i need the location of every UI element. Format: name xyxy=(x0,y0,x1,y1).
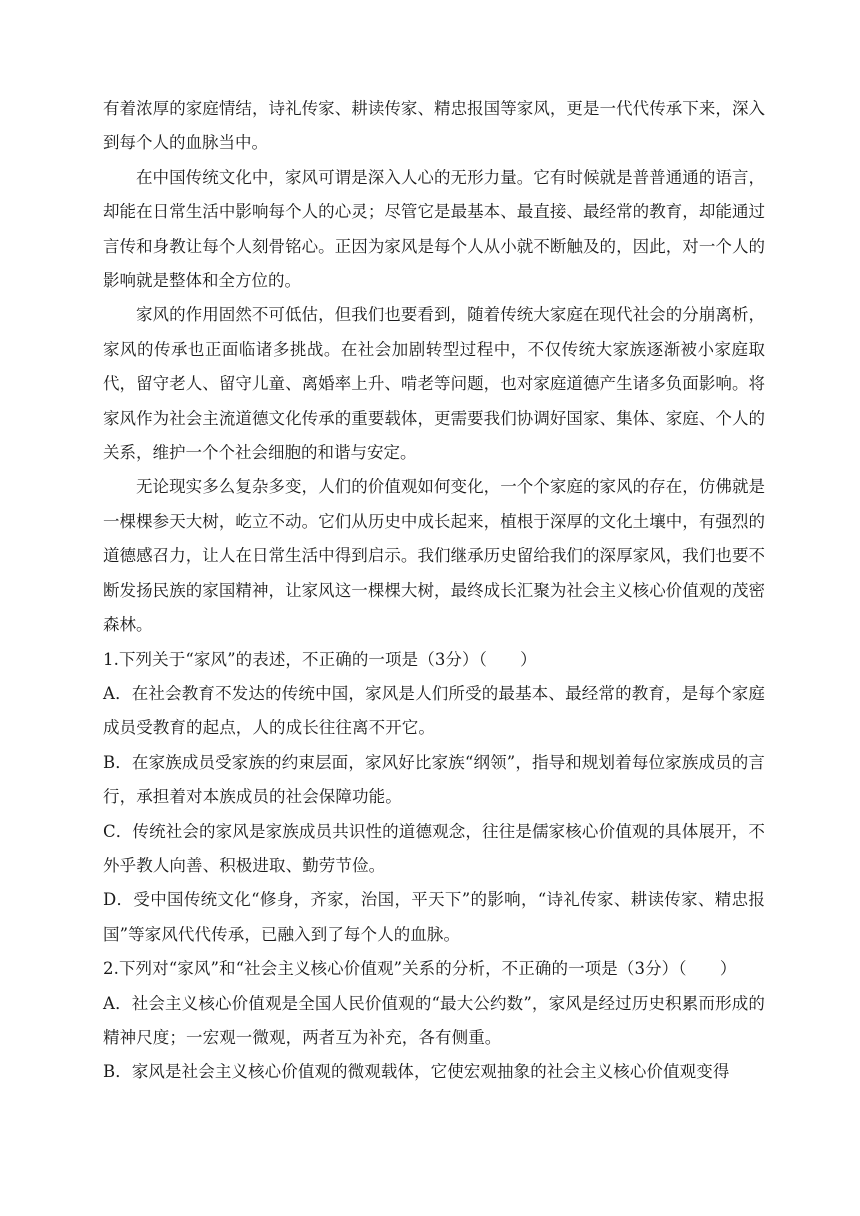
question-1-option-b: B．在家族成员受家族的约束层面，家风好比家族“纲领”，指导和规划着每位家族成员的言行，承担着对本族成员的社会保障功能。 xyxy=(103,752,765,807)
passage-paragraph-4: 无论现实多么复杂多变，人们的价值观如何变化，一个个家庭的家风的存在，仿佛就是一棵棵参天大树，屹立不动。它们从历史中成长起来，植根于深厚的文化土壤中，有强烈的道德感召力，让人在日常生活中得到启示。我们继承历史留给我们的深厚家风，我们也要不断发扬民族的家国精神，让家风这一棵棵大树，最终成长汇聚为社会主义核心价值观的茂密森林。 xyxy=(103,477,765,635)
question-2-option-a: A．社会主义核心价值观是全国人民价值观的“最大公约数”，家风是经过历史积累而形成的精神尺度；一宏观一微观，两者互为补充，各有侧重。 xyxy=(103,993,765,1047)
question-1-option-d: D．受中国传统文化“修身，齐家，治国，平天下”的影响，“诗礼传家、耕读传家、精忠报国”等家风代代传承，已融入到了每个人的血脉。 xyxy=(103,890,765,944)
passage-paragraph-3: 家风的作用固然不可低估，但我们也要看到，随着传统大家庭在现代社会的分崩离析，家风的传承也正面临诸多挑战。在社会加剧转型过程中，不仅传统大家族逐渐被小家庭取代，留守老人、留守儿童、离婚率上升、啃老等问题，也对家庭道德产生诸多负面影响。将家风作为社会主流道德文化传承的重要载体，更需要我们协调好国家、集体、家庭、个人的关系，维护一个个社会细胞的和谐与安定。 xyxy=(103,305,765,463)
question-2-option-b: B．家风是社会主义核心价值观的微观载体，它使宏观抽象的社会主义核心价值观变得 xyxy=(103,1062,730,1082)
question-1-option-c: C．传统社会的家风是家族成员共识性的道德观念，往往是儒家核心价值观的具体展开，不外乎教人向善、积极进取、勤劳节俭。 xyxy=(103,821,765,875)
question-2-stem: 2.下列对“家风”和“社会主义核心价值观”关系的分析，不正确的一项是（3分）（ ） xyxy=(103,959,737,979)
question-1-stem: 1.下列关于“家风”的表述，不正确的一项是（3分）（ ） xyxy=(103,649,537,669)
passage-paragraph-1: 有着浓厚的家庭情结，诗礼传家、耕读传家、精忠报国等家风，更是一代代传承下来，深入到每个人的血脉当中。 xyxy=(103,99,765,153)
document-page xyxy=(103,92,765,1090)
passage-paragraph-2: 在中国传统文化中，家风可谓是深入人心的无形力量。它有时候就是普普通通的语言，却能在日常生活中影响每个人的心灵；尽管它是最基本、最直接、最经常的教育，却能通过言传和身教让每个人刻骨铭心。正因为家风是每个人从小就不断触及的，因此，对一个人的影响就是整体和全方位的。 xyxy=(103,167,765,291)
question-1-option-a: A．在社会教育不发达的传统中国，家风是人们所受的最基本、最经常的教育，是每个家庭成员受教育的起点，人的成长往往离不开它。 xyxy=(103,683,765,738)
